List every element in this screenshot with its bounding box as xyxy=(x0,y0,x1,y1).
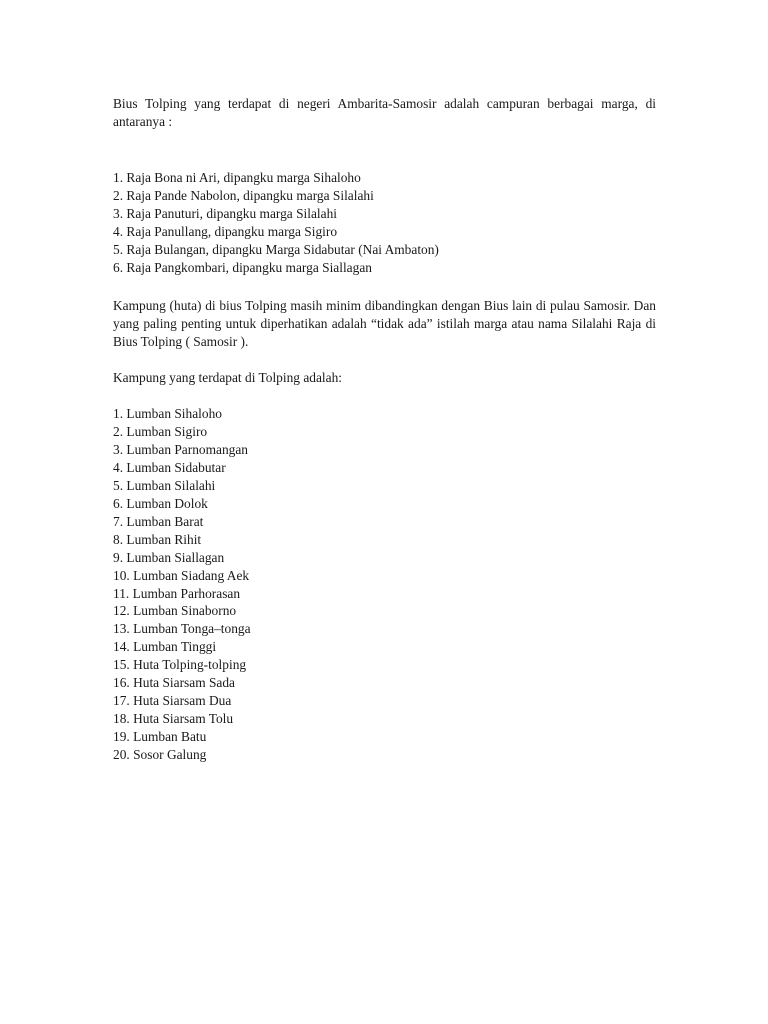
kampung-list-item: 3. Lumban Parnomangan xyxy=(113,442,248,458)
raja-list-item: 6. Raja Pangkombari, dipangku marga Siallagan xyxy=(113,259,372,275)
kampung-list-item: 9. Lumban Siallagan xyxy=(113,549,225,565)
kampung-list xyxy=(113,405,656,763)
kampung-list-item: 2. Lumban Sigiro xyxy=(113,424,208,440)
kampung-list-item: 6. Lumban Dolok xyxy=(113,495,208,511)
spacer xyxy=(113,276,656,297)
raja-list-item: 5. Raja Bulangan, dipangku Marga Sidabutar (Nai Ambaton) xyxy=(113,241,439,257)
kampung-list-item: 5. Lumban Silalahi xyxy=(113,478,216,494)
spacer xyxy=(113,351,656,369)
kampung-list-item: 17. Huta Siarsam Dua xyxy=(113,692,232,708)
kampung-heading: Kampung yang terdapat di Tolping adalah: xyxy=(113,370,342,386)
kampung-list-item: 13. Lumban Tonga–tonga xyxy=(113,621,251,637)
kampung-list-item: 4. Lumban Sidabutar xyxy=(113,460,226,476)
document-page xyxy=(113,95,656,764)
raja-list-item: 4. Raja Panullang, dipangku marga Sigiro xyxy=(113,223,338,239)
raja-list-item: 1. Raja Bona ni Ari, dipangku marga Sihaloho xyxy=(113,170,361,185)
raja-list xyxy=(113,169,656,276)
kampung-list-item: 12. Lumban Sinaborno xyxy=(113,603,237,619)
kampung-list-item: 1. Lumban Sihaloho xyxy=(113,406,222,422)
kampung-list-item: 10. Lumban Siadang Aek xyxy=(113,567,250,583)
raja-list-item: 3. Raja Panuturi, dipangku marga Silalahi xyxy=(113,205,338,221)
raja-list-item: 2. Raja Pande Nabolon, dipangku marga Silalahi xyxy=(113,187,374,203)
kampung-list-item: 20. Sosor Galung xyxy=(113,746,207,762)
spacer xyxy=(113,387,656,405)
kampung-list-item: 16. Huta Siarsam Sada xyxy=(113,675,235,691)
kampung-list-item: 14. Lumban Tinggi xyxy=(113,639,217,655)
kampung-list-item: 15. Huta Tolping-tolping xyxy=(113,657,247,673)
kampung-list-item: 18. Huta Siarsam Tolu xyxy=(113,710,234,726)
spacer xyxy=(113,131,656,169)
kampung-list-item: 8. Lumban Rihit xyxy=(113,531,202,547)
kampung-list-item: 11. Lumban Parhorasan xyxy=(113,585,241,601)
kampung-list-item: 7. Lumban Barat xyxy=(113,513,204,529)
kampung-list-item: 19. Lumban Batu xyxy=(113,728,207,744)
intro-paragraph: Bius Tolping yang terdapat di negeri Ambarita-Samosir adalah campuran berbagai marga, di antaranya : xyxy=(113,96,656,129)
kampung-paragraph: Kampung (huta) di bius Tolping masih minim dibandingkan dengan Bius lain di pulau Samosir. Dan yang paling penting untuk diperhatikan adalah “tidak ada” istilah marga atau nama Silalahi Raja di Bius Tolping ( Samosir ). xyxy=(113,298,656,350)
